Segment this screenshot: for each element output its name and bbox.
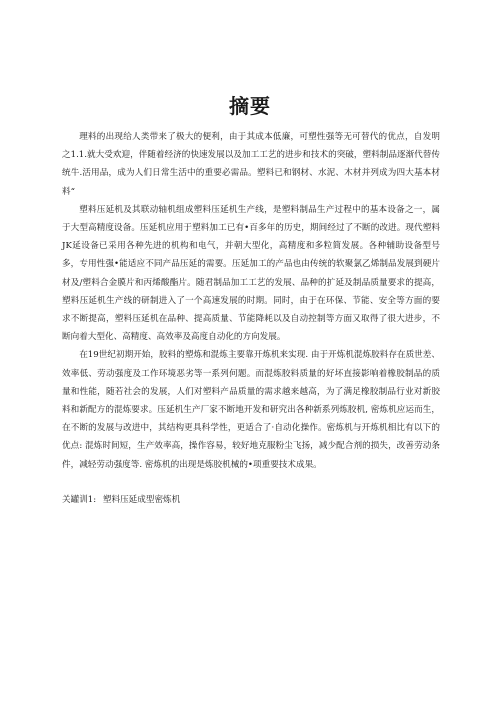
keywords-label: 关罐训1: — [62, 495, 97, 505]
paragraph-1: 理料的出现给人类带来了极大的便利，由于其成本低廉，可塑性强等无可替代的优点，自发明之1.1.就大受欢迎，伴随着经济的快速发展以及加工工艺的进步和技术的突破，塑料制品逐渐代替传统牛.活用品，成为人们日常生活中的重要必需品。塑料已和钢材、水泥、木材并列成为四大基本材料“ — [62, 132, 440, 197]
paragraph-3: 在19世纪初期开始，胶料的塑炼和混炼主要靠开炼机来实现. 由于开炼机混炼胶料存在质世差、效率低、劳动强度及工作环境恶劣等一系列何题。而混炼胶料质量的好坏直接影响着橡胶制品的质量和性能，随若社会的发展，人们对塑料产品质量的需求越来越高，为了满足橡胶制品行业对新胶料和新配方的混炼要求。压延机生产厂家不断地开发和研究出各种新系列炼胶机, 密炼机应运而生，在不断的发展与改进中，其结构更具科学性，更适合了·自动化操作。密炼机与开炼机相比有以下的优点: 混炼时间短，生产效率高，操作容易，较好地克服粉尘飞扬，减少配合剂的损失，改善劳动条件，减轻劳动强度等. 密炼机的出现是炼胶机械的•项重要技术成果。 — [62, 350, 440, 470]
keywords-line — [62, 491, 440, 509]
page-title: 摘要 — [229, 94, 271, 118]
paragraph-2: 塑料压延机及其联动轴机组成塑料压延机生产线，是塑料制品生产过程中的基本设备之一，属于大型高精度设备。压延机应用于塑料加工已有•百多年的历史，期间经过了不断的改进。现代塑料JK延设备已采用各种先进的机构和电气，并朝大型化，高精度和多粒简发展。各种辅助设备型号多，专用性强•能适应不同产品压延的需要。压延加工的产品也由传统的软聚氯乙烯制品发展到硬片材及/塑料合金膜片和丙烯酸酯片。随君制品加工工艺的发展、品种的扩延及制品质量要求的提高，塑料压延机生产线的研制进入了一个高速发展的时期。同时，由于在环保、节能、安全等方面的要求不断提高，塑料压延机在品种、提高质量、节能降耗以及自动控制等方面又取得了很大进步，不断向着大型化、高精度、高效率及高度自动化的方向发展。 — [62, 204, 440, 343]
abstract-body — [62, 128, 440, 474]
keywords-text: 塑料压延成型密炼机 — [102, 495, 181, 505]
